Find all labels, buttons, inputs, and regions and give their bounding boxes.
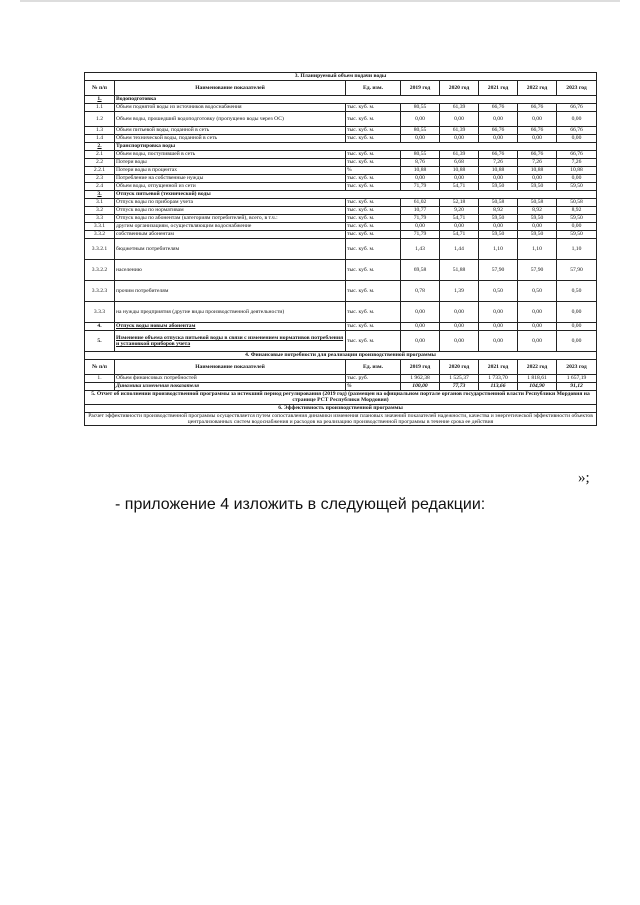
value-cell: 100,00 [401,383,440,391]
indicator-name: прочим потребителям [115,281,346,302]
indicator-name: Объем финансовых потребностей [115,375,346,383]
unit-cell: тыс. куб. м. [346,112,401,127]
value-cell: 113,66 [479,383,518,391]
col-header-unit: Ед. изм. [346,81,401,96]
value-cell: 0,00 [479,323,518,331]
row-number: 1. [85,375,115,383]
row-number: 3.3.1 [85,223,115,231]
table-row [85,383,597,391]
value-cell: 1 657,19 [557,375,597,383]
value-cell: 54,71 [440,215,479,223]
col-header-year: 2021 год [479,360,518,375]
table-row [85,96,597,104]
value-cell: 6,68 [440,159,479,167]
unit-cell: тыс. куб. м. [346,135,401,143]
table-row [85,260,597,281]
value-cell: 0,00 [518,223,557,231]
value-cell: 52,18 [440,199,479,207]
value-cell: 8,92 [479,207,518,215]
row-number: 2.4 [85,183,115,191]
value-cell: 59,50 [518,231,557,239]
value-cell: 59,50 [557,231,597,239]
row-number: 3.3.2.1 [85,239,115,260]
col-header-year: 2019 год [401,360,440,375]
value-cell: 7,26 [479,159,518,167]
indicator-name: Объем воды, прошедший водоподготовку (пропущено воды через ОС) [115,112,346,127]
group-title: Водоподготовка [115,96,597,104]
unit-cell: тыс. куб. м. [346,104,401,112]
section6-title: 6. Эффективность производственной программы [85,404,597,412]
appendix-amendment-heading: - приложение 4 изложить в следующей редакции: [115,496,486,513]
value-cell: 1 733,70 [479,375,518,383]
value-cell: 9,20 [440,207,479,215]
unit-cell: тыс. куб. м. [346,215,401,223]
value-cell: 71,79 [401,215,440,223]
table-row [85,375,597,383]
value-cell: 0,00 [401,223,440,231]
value-cell: 10,88 [557,167,597,175]
value-cell: 0,00 [479,223,518,231]
table-row [85,135,597,143]
table-row [85,143,597,151]
unit-cell: тыс. куб. м. [346,231,401,239]
value-cell: 0,00 [401,302,440,323]
indicator-name: Объем питьевой воды, поданной в сеть [115,127,346,135]
unit-cell: % [346,167,401,175]
table-row [85,215,597,223]
col-header-year: 2023 год [557,81,597,96]
col-header-name: Наименование показателей [115,81,346,96]
row-number: 2.2 [85,159,115,167]
value-cell: 0,00 [401,331,440,352]
indicator-name: на нужды предприятия (другие виды производственной деятельности) [115,302,346,323]
value-cell: 0,00 [518,323,557,331]
col-header-year: 2020 год [440,81,479,96]
value-cell: 0,00 [440,135,479,143]
unit-cell: тыс. куб. м. [346,175,401,183]
indicator-name: Объем воды, поступившей в сеть [115,151,346,159]
table-row [85,281,597,302]
table-row [85,331,597,352]
value-cell: 61,39 [440,151,479,159]
row-number: 3.3.3 [85,302,115,323]
table-row [85,231,597,239]
row-number: 1.2 [85,112,115,127]
row-number: 1.4 [85,135,115,143]
indicator-name: Объем воды, отпущенной из сети [115,183,346,191]
table-row [85,302,597,323]
indicator-name: Отпуск воды по нормативам [115,207,346,215]
table-row [85,199,597,207]
value-cell: 57,90 [479,260,518,281]
value-cell: 0,00 [479,112,518,127]
unit-cell: тыс. куб. м. [346,223,401,231]
document-table-block [84,72,596,426]
unit-cell: тыс. руб. [346,375,401,383]
table-row [85,207,597,215]
value-cell: 77,73 [440,383,479,391]
indicator-name: Отпуск воды по приборам учета [115,199,346,207]
value-cell: 0,50 [557,281,597,302]
indicator-name: собственным абонентам [115,231,346,239]
row-number: 3.2 [85,207,115,215]
unit-cell: тыс. куб. м. [346,183,401,191]
value-cell: 1,10 [557,239,597,260]
table-row [85,175,597,183]
unit-cell: тыс. куб. м. [346,199,401,207]
value-cell: 59,50 [479,183,518,191]
row-number: 3.3.2.3 [85,281,115,302]
value-cell: 0,00 [557,175,597,183]
row-number: 1.3 [85,127,115,135]
row-number: 2. [85,143,115,151]
indicator-name: Потери воды [115,159,346,167]
col-header-year: 2020 год [440,360,479,375]
indicator-name: Изменение объема отпуска питьевой воды в связи с изменением нормативов потребления и установкой приборов учета [115,331,346,352]
value-cell: 10,88 [440,167,479,175]
col-header-year: 2019 год [401,81,440,96]
value-cell: 0,00 [518,302,557,323]
indicator-name: Отпуск воды по абонентам (категориям потребителей), всего, в т.ч.: [115,215,346,223]
value-cell: 71,79 [401,183,440,191]
indicator-name: Отпуск воды новым абонентам [115,323,346,331]
unit-cell: тыс. куб. м. [346,302,401,323]
value-cell: 0,00 [479,302,518,323]
value-cell: 66,76 [557,104,597,112]
value-cell: 57,90 [557,260,597,281]
indicator-name: Объем технической воды, поданной в сеть [115,135,346,143]
value-cell: 1,39 [440,281,479,302]
col-header-year: 2022 год [518,81,557,96]
value-cell: 0,00 [557,323,597,331]
value-cell: 8,92 [557,207,597,215]
row-number: 3.3.2.2 [85,260,115,281]
row-number: 1. [85,96,115,104]
value-cell: 0,00 [518,331,557,352]
value-cell: 71,79 [401,231,440,239]
value-cell: 0,00 [440,331,479,352]
value-cell: 0,00 [518,112,557,127]
value-cell: 50,58 [557,199,597,207]
col-header-unit: Ед. изм. [346,360,401,375]
value-cell: 59,50 [479,215,518,223]
value-cell: 8,92 [518,207,557,215]
indicator-name: Потребление на собственные нужды [115,175,346,183]
table-row [85,183,597,191]
value-cell: 1,10 [518,239,557,260]
col-header-num: № п/п [85,360,115,375]
table-row [85,159,597,167]
table-row [85,323,597,331]
value-cell: 0,00 [518,175,557,183]
value-cell: 0,50 [479,281,518,302]
value-cell: 66,76 [479,127,518,135]
row-number: 5. [85,331,115,352]
value-cell: 1,43 [401,239,440,260]
value-cell: 80,55 [401,151,440,159]
value-cell: 0,78 [401,281,440,302]
group-title: Отпуск питьевой (технической) воды [115,191,597,199]
value-cell: 61,39 [440,127,479,135]
indicator-name: Объем поднятой воды из источников водоснабжения [115,104,346,112]
value-cell: 0,00 [479,175,518,183]
value-cell: 10,88 [518,167,557,175]
value-cell: 0,00 [557,112,597,127]
table-row [85,239,597,260]
value-cell: 1 818,61 [518,375,557,383]
value-cell: 0,00 [401,112,440,127]
row-number: 3.3 [85,215,115,223]
value-cell: 0,50 [518,281,557,302]
value-cell: 0,00 [401,175,440,183]
table-row [85,112,597,127]
row-number: 2.3 [85,175,115,183]
value-cell: 0,00 [479,331,518,352]
value-cell: 61,39 [440,104,479,112]
value-cell: 1 962,38 [401,375,440,383]
value-cell: 1 525,37 [440,375,479,383]
section3-title: 3. Планируемый объем подачи воды [85,73,597,81]
table-row [85,127,597,135]
closing-quote-mark: »; [578,470,590,486]
value-cell: 50,58 [479,199,518,207]
table-row [85,167,597,175]
value-cell: 54,71 [440,231,479,239]
value-cell: 0,00 [557,135,597,143]
col-header-year: 2021 год [479,81,518,96]
value-cell: 0,00 [479,135,518,143]
scan-top-line [20,0,620,2]
value-cell: 0,00 [440,302,479,323]
indicator-name: Потери воды в процентах [115,167,346,175]
row-number [85,383,115,391]
value-cell: 59,50 [557,183,597,191]
value-cell: 66,76 [479,104,518,112]
indicator-name: населению [115,260,346,281]
value-cell: 57,90 [518,260,557,281]
unit-cell: тыс. куб. м. [346,239,401,260]
value-cell: 0,00 [557,331,597,352]
row-number: 2.1 [85,151,115,159]
table-row [85,104,597,112]
section5-report: 5. Отчет об исполнении производственной программы за истекший период регулирования (2019 год) (размещен на официальном портале органов государственной власти Республики Мордовия на странице РСТ Республики Мордовия) [85,391,597,405]
value-cell: 66,76 [557,127,597,135]
unit-cell: тыс. куб. м. [346,159,401,167]
unit-cell: тыс. куб. м. [346,281,401,302]
col-header-year: 2022 год [518,360,557,375]
value-cell: 59,50 [518,215,557,223]
value-cell: 0,00 [401,323,440,331]
col-header-name: Наименование показателей [115,360,346,375]
section6-text: Расчет эффективности производственной программы осуществляется путем сопоставления динамики изменения плановых значений показателей надежности, качества и энергетической эффективности объектов централизованных систем водоснабжения и расходов на реализацию производственной программы в течение срока ее действия [85,412,597,426]
value-cell: 69,58 [401,260,440,281]
value-cell: 66,76 [518,151,557,159]
col-header-year: 2023 год [557,360,597,375]
value-cell: 0,00 [557,302,597,323]
value-cell: 66,76 [479,151,518,159]
planned-supply-table [84,72,597,426]
row-number: 3.1 [85,199,115,207]
value-cell: 91,12 [557,383,597,391]
value-cell: 7,26 [518,159,557,167]
col-header-num: № п/п [85,81,115,96]
row-number: 3. [85,191,115,199]
value-cell: 66,76 [518,104,557,112]
value-cell: 104,90 [518,383,557,391]
value-cell: 10,77 [401,207,440,215]
value-cell: 54,71 [440,183,479,191]
row-number: 4. [85,323,115,331]
row-number: 3.3.2 [85,231,115,239]
value-cell: 59,50 [518,183,557,191]
value-cell: 59,50 [479,231,518,239]
table-row [85,151,597,159]
value-cell: 0,00 [401,135,440,143]
value-cell: 0,00 [440,223,479,231]
value-cell: 1,10 [479,239,518,260]
unit-cell: тыс. куб. м. [346,323,401,331]
value-cell: 50,58 [518,199,557,207]
value-cell: 0,00 [440,175,479,183]
value-cell: 0,00 [440,112,479,127]
value-cell: 0,00 [557,223,597,231]
unit-cell: тыс. куб. м. [346,207,401,215]
row-number: 1.1 [85,104,115,112]
value-cell: 0,00 [440,323,479,331]
value-cell: 51,88 [440,260,479,281]
value-cell: 80,55 [401,104,440,112]
value-cell: 66,76 [518,127,557,135]
value-cell: 10,88 [401,167,440,175]
unit-cell: % [346,383,401,391]
group-title: Транспортировка воды [115,143,597,151]
unit-cell: тыс. куб. м. [346,127,401,135]
table-row [85,223,597,231]
unit-cell: тыс. куб. м. [346,260,401,281]
unit-cell: тыс. куб. м. [346,331,401,352]
table-row [85,191,597,199]
value-cell: 10,88 [479,167,518,175]
value-cell: 80,55 [401,127,440,135]
unit-cell: тыс. куб. м. [346,151,401,159]
indicator-name: бюджетным потребителям [115,239,346,260]
value-cell: 8,76 [401,159,440,167]
indicator-name: другим организациям, осуществляющим водоснабжение [115,223,346,231]
value-cell: 61,02 [401,199,440,207]
section4-title: 4. Финансовые потребности для реализации производственной программы [85,352,597,360]
value-cell: 7,26 [557,159,597,167]
value-cell: 66,76 [557,151,597,159]
indicator-name: Динамика изменения показателя [115,383,346,391]
row-number: 2.2.1 [85,167,115,175]
value-cell: 1,44 [440,239,479,260]
value-cell: 0,00 [518,135,557,143]
value-cell: 59,50 [557,215,597,223]
